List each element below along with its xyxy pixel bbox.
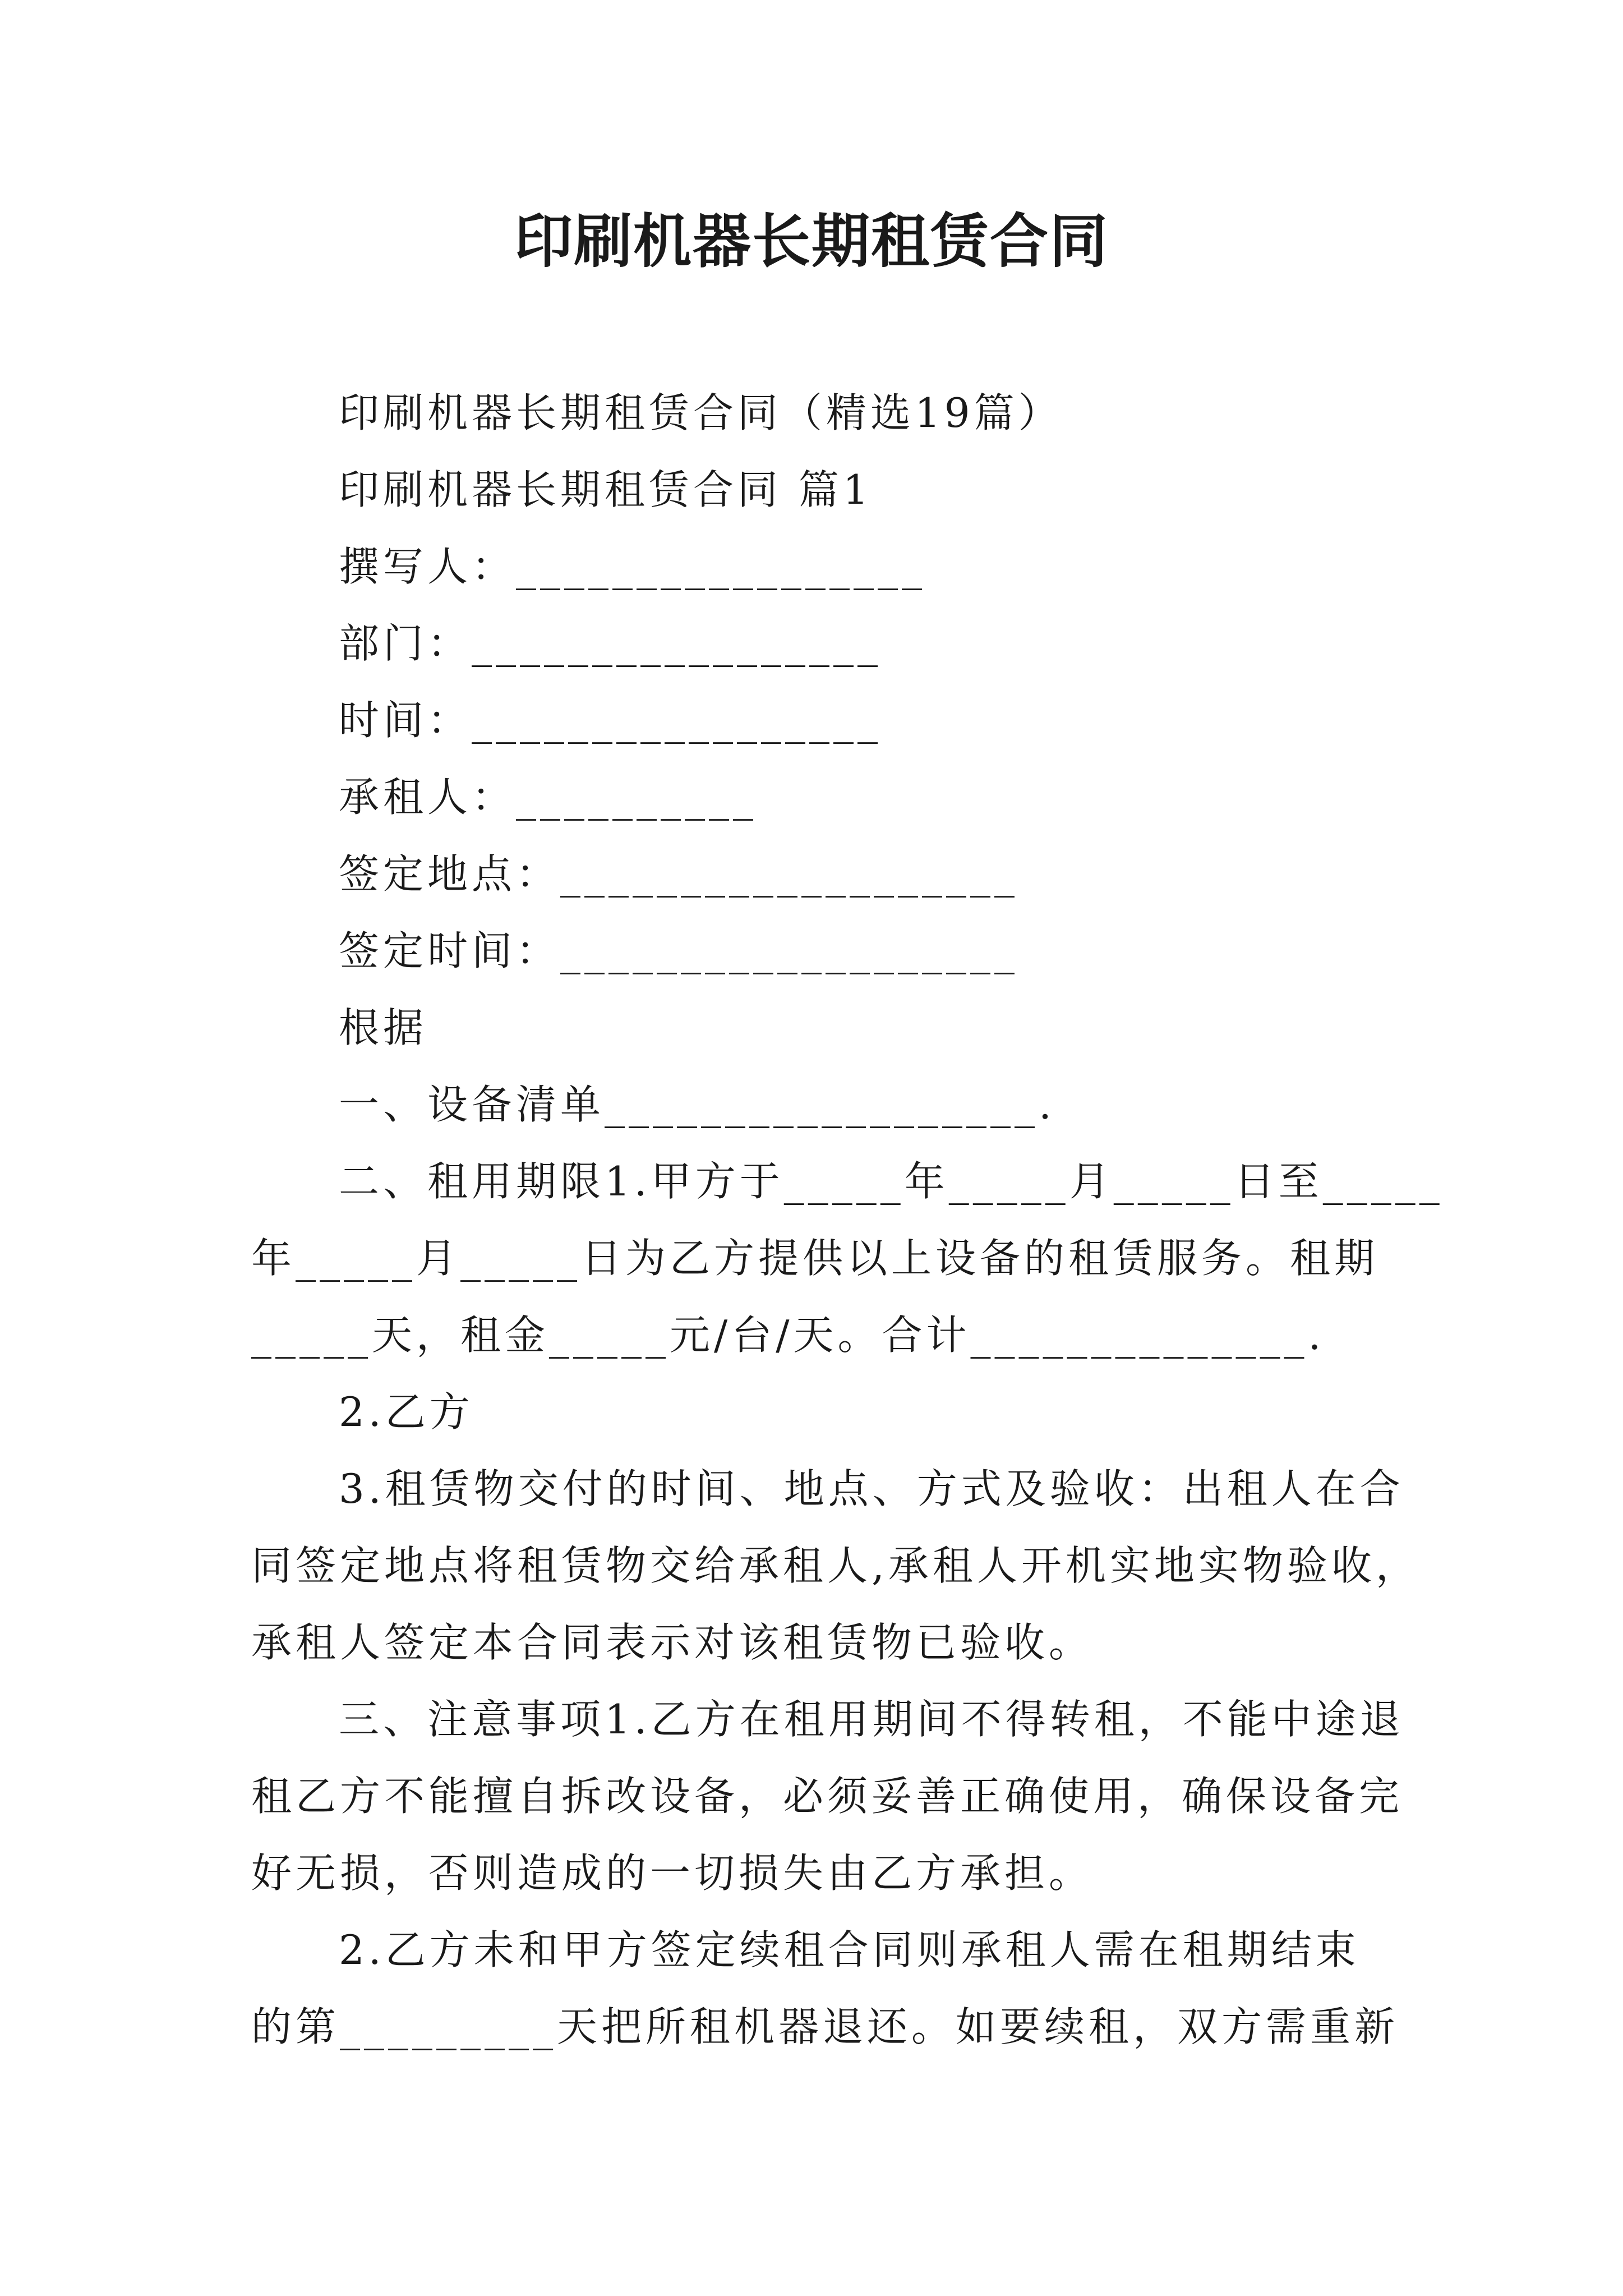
text-line: 印刷机器长期租赁合同 篇1 — [339, 466, 873, 513]
text-line: 部门：_________________ — [339, 620, 882, 667]
text-line: 租乙方不能擅自拆改设备，必须妥善正确使用，确保设备完 — [251, 1773, 1404, 1820]
text-line: 时间：_________________ — [339, 697, 882, 744]
text-line: 承租人：__________ — [339, 774, 758, 821]
text-line: 二、租用期限1.甲方于_____年_____月_____日至_____ — [339, 1158, 1444, 1205]
text-line: 的第_________天把所租机器退还。如要续租，双方需重新 — [251, 2003, 1399, 2050]
text-line: 同签定地点将租赁物交给承租人,承租人开机实地实物验收， — [251, 1542, 1420, 1589]
document-body — [251, 375, 1444, 2065]
text-line: 签定时间：___________________ — [339, 927, 1019, 974]
text-line: 三、注意事项1.乙方在租用期间不得转租，不能中途退 — [339, 1696, 1404, 1743]
text-line: _____天，租金_____元/台/天。合计______________. — [251, 1312, 1325, 1359]
text-line: 2.乙方未和甲方签定续租合同则承租人需在租期结束 — [339, 1926, 1360, 1973]
text-line: 撰写人：_________________ — [339, 543, 926, 590]
text-line: 签定地点：___________________ — [339, 850, 1019, 898]
text-line: 承租人签定本合同表示对该租赁物已验收。 — [251, 1619, 1094, 1666]
text-line: 一、设备清单__________________. — [339, 1081, 1055, 1128]
document-title: 印刷机器长期租赁合同 — [514, 207, 1109, 275]
text-line: 好无损，否则造成的一切损失由乙方承担。 — [251, 1849, 1094, 1897]
text-line: 2.乙方 — [339, 1388, 474, 1435]
text-line: 年_____月_____日为乙方提供以上设备的租赁服务。租期 — [251, 1235, 1379, 1282]
text-line: 印刷机器长期租赁合同（精选19篇） — [339, 389, 1063, 436]
text-line: 3.租赁物交付的时间、地点、方式及验收：出租人在合 — [339, 1465, 1404, 1512]
text-line: 根据 — [339, 1004, 428, 1051]
